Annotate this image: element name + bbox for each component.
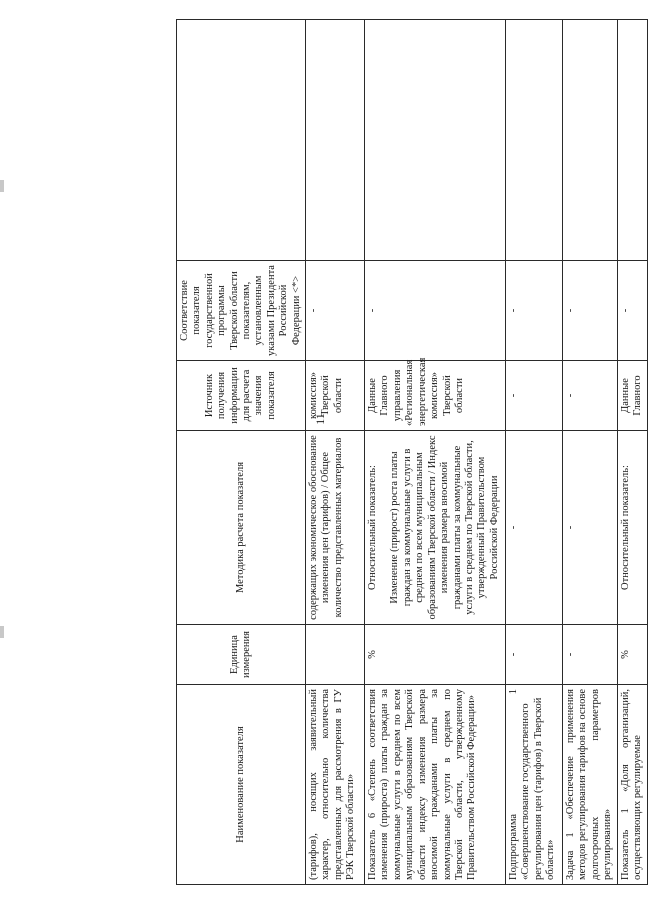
- row-compliance: -: [617, 261, 647, 361]
- row-unit: -: [563, 625, 618, 685]
- table-row: [306, 20, 365, 885]
- subprogram-number: 1: [508, 689, 520, 695]
- row-name: Показатель 6 «Степень соответствия изменения (прироста) платы граждан за коммунальные услуги в среднем по всем муниципальным образованиям Тверской области индексу изменения размера вносимой гражданами платы за коммунальные услуги в среднем по Тверской области, утвержденному Правительством Российской Федерации»: [365, 685, 506, 885]
- table-row: [617, 20, 647, 885]
- header-method: Методика расчета показателя: [177, 431, 306, 625]
- header-unit: Единица измерения: [177, 625, 306, 685]
- method-title: Относительный показатель:: [367, 465, 379, 590]
- row-source: -: [563, 361, 618, 431]
- row-unit: %: [365, 625, 506, 685]
- row-method: содержащих экономическое обоснование изменения цен (тарифов) / Общее количество представленных материалов: [306, 431, 365, 625]
- row-empty: [306, 20, 365, 261]
- row-name: [506, 685, 563, 885]
- row-unit: [306, 625, 365, 685]
- row-source: Данные Главного: [617, 361, 647, 431]
- table-row: [563, 20, 618, 885]
- table-header-row: [177, 20, 306, 885]
- row-compliance: -: [563, 261, 618, 361]
- row-compliance: -: [306, 261, 365, 361]
- subprogram-title: «Совершенствование государственного регулирования цен (тарифов) в Тверской области»: [520, 697, 557, 880]
- row-name: Задача 1 «Обеспечение применения методов регулирования тарифов на основе долгосрочных параметров регулирования»: [563, 685, 618, 885]
- page-number: 11: [313, 413, 327, 425]
- header-compliance: Соответствие показателя государственной программы Тверской области показателям, установленным указами Президента Российской Федерации <*>: [177, 261, 306, 361]
- header-name: Наименование показателя: [177, 685, 306, 885]
- row-name: (тарифов), носящих заявительный характер, относительно количества представленных для рассмотрения в ГУ РЭК Тверской области»: [306, 685, 365, 885]
- rotated-table-container: [176, 20, 644, 885]
- subprogram-label: Подпрограмма: [508, 813, 520, 880]
- row-method: -: [506, 431, 563, 625]
- header-source: Источник получения информации для расчета значения показателя: [177, 361, 306, 431]
- row-source: комиссия» Тверской области: [306, 361, 365, 431]
- row-name: Показатель 1 «Доля организаций, осуществляющих регулируемые: [617, 685, 647, 885]
- header-empty: [177, 20, 306, 261]
- row-empty: [506, 20, 563, 261]
- row-compliance: -: [365, 261, 506, 361]
- row-empty: [617, 20, 647, 261]
- row-source: Данные Главного управления «Региональная энергетическая комиссия» Тверской области: [365, 361, 506, 431]
- row-unit: -: [506, 625, 563, 685]
- row-method: Относительный показатель:: [617, 431, 647, 625]
- indicator-table: [176, 19, 648, 885]
- row-empty: [365, 20, 506, 261]
- row-empty: [563, 20, 618, 261]
- scan-mark: [0, 626, 4, 638]
- row-unit: %: [617, 625, 647, 685]
- row-method: -: [563, 431, 618, 625]
- scan-mark: [0, 180, 4, 192]
- row-compliance: -: [506, 261, 563, 361]
- table-row: [365, 20, 506, 885]
- table-row: [506, 20, 563, 885]
- row-source: -: [506, 361, 563, 431]
- method-formula: Изменение (прирост) роста платы граждан за коммунальные услуги в среднем по всем муниципальным образованиям Тверской области / Индекс изменения размера вносимой гражданами платы за коммунальные услуги в среднем по Тверской области, утвержденный Правительством Российской Федерации: [389, 435, 500, 620]
- row-method: [365, 431, 506, 625]
